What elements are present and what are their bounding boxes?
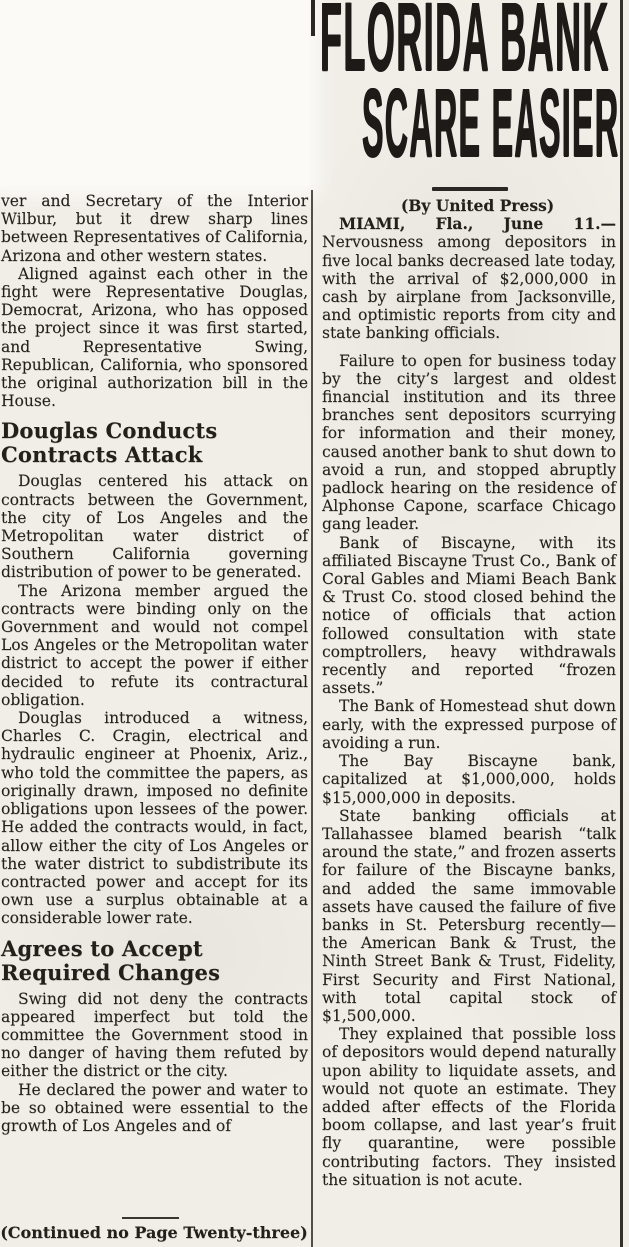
article-paragraph: The Bank of Homestead shut down early, with the expressed purpose of avoiding a run. bbox=[322, 697, 616, 752]
section-heading-douglas bbox=[1, 419, 308, 467]
article-paragraph: The Bay Biscayne bank, capitalized at $1,000,000, holds $15,000,000 in deposits. bbox=[322, 752, 616, 807]
article-paragraph: He declared the power and water to be so obtained were essential to the growth of Los Angeles and of bbox=[1, 1080, 308, 1135]
article-paragraph: Douglas centered his attack on contracts between the Government, the city of Los Angeles and the Metropolitan water district of Southern California governing distribution of power to be generated. bbox=[1, 472, 308, 582]
section-heading-line: Douglas Conducts bbox=[1, 418, 218, 444]
headline-rule bbox=[432, 187, 508, 191]
column-divider-rule bbox=[311, 190, 313, 1247]
right-article-column bbox=[322, 197, 616, 1189]
byline: (By United Press) bbox=[400, 196, 555, 215]
print-artifact-tick bbox=[311, 0, 315, 36]
continued-note: (Continued no Page Twenty-three) bbox=[0, 1223, 308, 1242]
article-paragraph: The Arizona member argued the contracts were binding only on the Government and would not compel Los Angeles or the Metropolitan water district to accept the power if either decided to refute its contractural obligation. bbox=[1, 581, 308, 709]
page-edge-rule bbox=[620, 0, 623, 1247]
article-paragraph: State banking officials at Tallahassee blamed bearish “talk around the state,” and frozen asserts for failure of the Biscayne banks, and added the same immovable assets have caused the failure of five banks in St. Petersburg recently—the American Bank & Trust, the Ninth Street Bank & Trust, Fidelity, First Security and First National, with total capital stock of $1,500,000. bbox=[322, 806, 616, 1025]
headline-line-1: FLORIDA BANK bbox=[320, 0, 610, 92]
article-paragraph: ver and Secretary of the Interior Wilbur, but it drew sharp lines between Representatives of California, Arizona and other western states. bbox=[1, 192, 308, 265]
article-paragraph: Aligned against each other in the fight were Representative Douglas, Democrat, Arizona, who has opposed the project since it was first started, and Representative Swing, Republican, California, who sponsored the original authorization bill in the House. bbox=[1, 264, 308, 411]
section-heading-agrees bbox=[1, 937, 308, 985]
article-paragraph: Bank of Biscayne, with its affiliated Biscayne Trust Co., Bank of Coral Gables and Miami Beach Bank & Trust Co. stood closed behind the notice of officials that action followed consultation with state comptrollers, heavy withdrawals recently and reported “frozen assets.” bbox=[322, 533, 616, 698]
section-heading-line: Required Changes bbox=[1, 959, 221, 985]
lead-text: Nervousness among depositors in five local banks decreased late today, with the arrival of $2,000,000 in cash by airplane from Jacksonville, and optimistic reports from city and state banking officials. bbox=[322, 233, 616, 343]
article-paragraph: Douglas introduced a witness, Charles C. Cragin, electrical and hydraulic engineer at Phoenix, Ariz., who told the committee the papers, as originally drawn, imposed no definite obligations upon lessees of the power. He added the contracts would, in fact, allow either the city of Los Angeles or the water district to subdistribute its contracted power and accept for its own use a surplus obtainable at a considerable lower rate. bbox=[1, 709, 308, 928]
article-paragraph: Swing did not deny the contracts appeared imperfect but told the committee the Government stood in no danger of having them refuted by either the district or the city. bbox=[1, 989, 308, 1081]
article-paragraph-lead bbox=[322, 215, 616, 342]
article-paragraph: Failure to open for business today by the city’s largest and oldest financial institution and its three branches sent depositors scurrying for information and their money, caused another bank to shut down to avoid a run, and stopped abruptly padlock hearing on the residence of Alphonse Capone, scarface Chicago gang leader. bbox=[322, 351, 616, 534]
headline-line-2: SCARE EASIER bbox=[362, 68, 620, 178]
left-article-column bbox=[1, 192, 308, 1135]
dateline: MIAMI, Fla., June 11.— bbox=[339, 214, 616, 234]
section-heading-line: Agrees to Accept bbox=[1, 935, 203, 961]
continued-rule bbox=[122, 1217, 179, 1219]
blank-margin-area bbox=[0, 0, 309, 186]
section-heading-line: Contracts Attack bbox=[1, 442, 203, 468]
article-paragraph: They explained that possible loss of depositors would depend naturally upon ability to liquidate assets, and would not quote an estimate. They added after effects of the Florida boom collapse, and last year’s fruit fly quarantine, were possible contributing factors. They insisted the situation is not acute. bbox=[322, 1025, 616, 1189]
